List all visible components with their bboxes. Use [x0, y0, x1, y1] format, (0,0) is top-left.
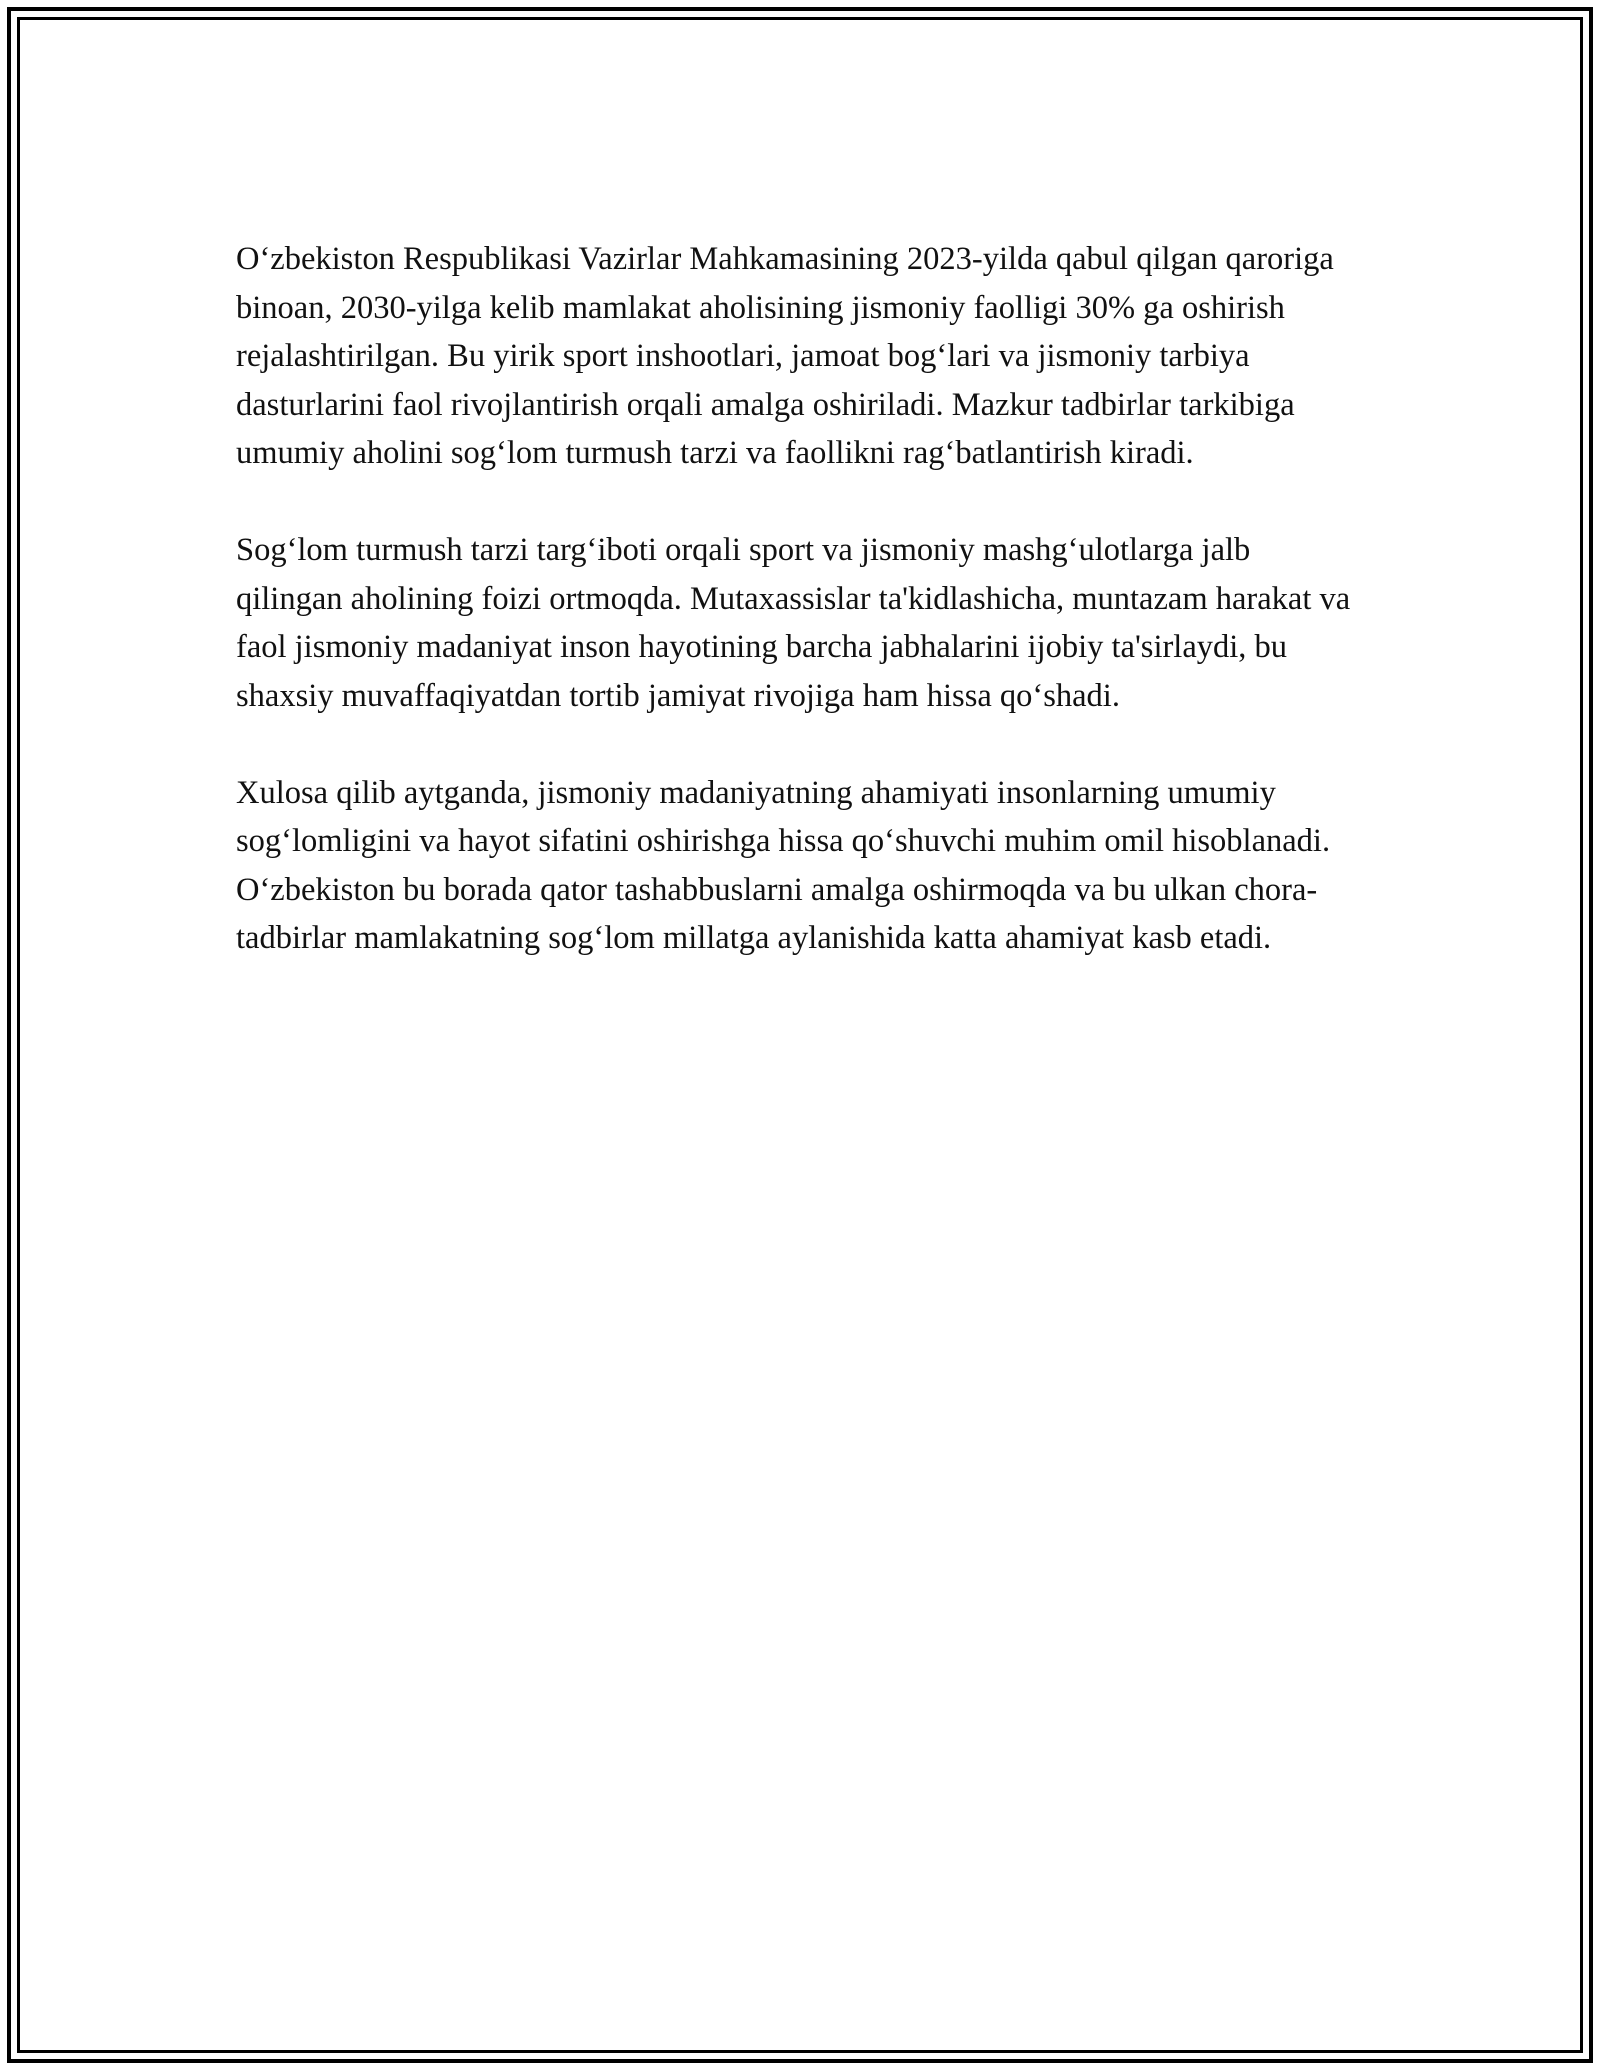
paragraph-2: Sog‘lom turmush tarzi targ‘iboti orqali sport va jismoniy mashg‘ulotlarga jalb qilingan aholining foizi ortmoqda. Mutaxassislar ta'kidlashicha, muntazam harakat va faol jismoniy madaniyat inson hayotining barcha jabhalarini ijobiy ta'sirlaydi, bu shaxsiy muvaffaqiyatdan tortib jamiyat rivojiga ham hissa qo‘shadi.: [236, 532, 1351, 714]
document-body: [236, 235, 1364, 1011]
paragraph-1: O‘zbekiston Respublikasi Vazirlar Mahkamasining 2023-yilda qabul qilgan qaroriga binoan, 2030-yilga kelib mamlakat aholisining jismoniy faolligi 30% ga oshirish rejalashtirilgan. Bu yirik sport inshootlari, jamoat bog‘lari va jismoniy tarbiya dasturlarini faol rivojlantirish orqali amalga oshiriladi. Mazkur tadbirlar tarkibiga umumiy aholini sog‘lom turmush tarzi va faollikni rag‘batlantirish kiradi.: [236, 241, 1334, 471]
paragraph-3: Xulosa qilib aytganda, jismoniy madaniyatning ahamiyati insonlarning umumiy sog‘lomligini va hayot sifatini oshirishga hissa qo‘shuvchi muhim omil hisoblanadi. O‘zbekiston bu borada qator tashabbuslarni amalga oshirmoqda va bu ulkan chora-tadbirlar mamlakatning sog‘lom millatga aylanishida katta ahamiyat kasb etadi.: [236, 774, 1331, 956]
